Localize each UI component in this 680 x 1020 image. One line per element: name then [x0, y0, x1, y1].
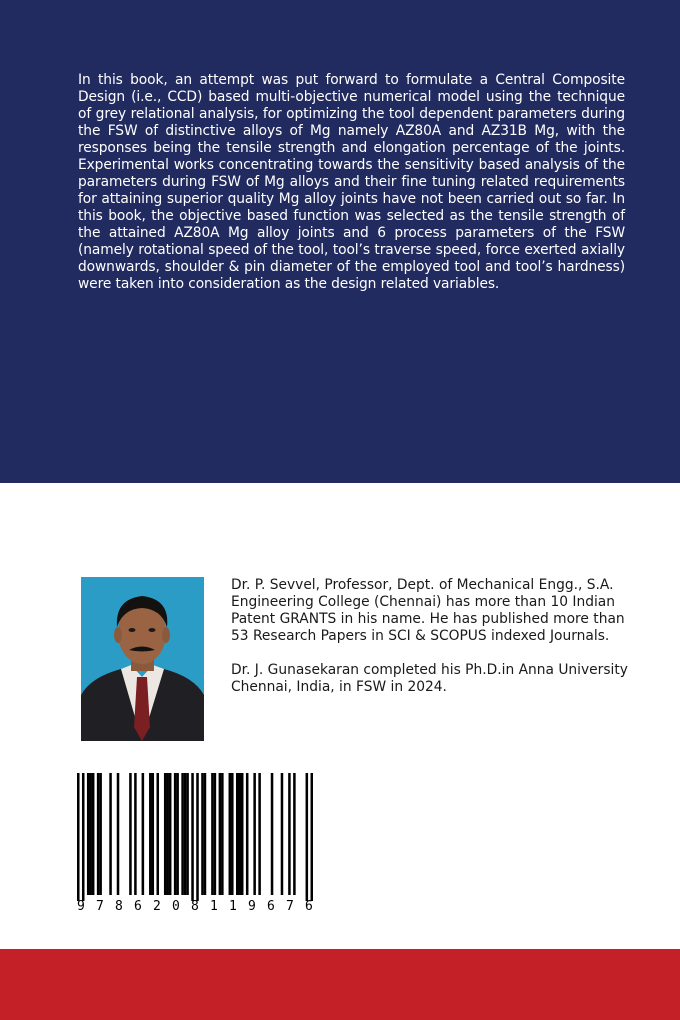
barcode-bar — [181, 773, 184, 895]
barcode-bar — [129, 773, 132, 895]
barcode-bar — [109, 773, 112, 895]
barcode-bar — [196, 773, 199, 901]
barcode-bar — [221, 773, 224, 895]
isbn-digit: 2 — [153, 899, 161, 914]
isbn-digit: 0 — [172, 899, 180, 914]
barcode-bar — [204, 773, 207, 895]
barcode-bar — [236, 773, 239, 895]
book-description: In this book, an attempt was put forward to formulate a Central Composite Design (i.e., CCD) based multi-objective numerical model using the technique of grey relational analysis, for optimizing the tool dependent parameters during the FSW of distinctive alloys of Mg namely AZ80A and AZ31B Mg, with the responses being the tensile strength and elongation percentage of the joints. Experimental works concentrating towards the sensitivity based analysis of the parameters during FSW of Mg alloys and their fine tuning related requirements for attaining superior quality Mg alloy joints have not been carried out so far. In this book, the objective based function was selected as the tensile strength of the attained AZ80A Mg alloy joints and 6 process parameters of the FSW (namely rotational speed of the tool, tool’s traverse speed, force exerted axially downwards, shoulder & pin diameter of the employed tool and tool’s hardness) were taken into consideration as the design related variables. — [78, 72, 625, 292]
isbn-digit: 6 — [267, 899, 275, 914]
barcode-bar — [142, 773, 145, 895]
barcode-bar — [231, 773, 234, 895]
barcode-bar — [238, 773, 241, 895]
barcode-bar — [214, 773, 217, 895]
barcode-bar — [211, 773, 214, 895]
barcode-bar — [186, 773, 189, 895]
barcode-bar — [191, 773, 194, 901]
barcode-bar — [293, 773, 296, 895]
isbn-digit: 1 — [210, 899, 218, 914]
author-bio-paragraph: Dr. P. Sevvel, Professor, Dept. of Mechanical Engg., S.A. Engineering College (Chennai) has more than 10 Indian Patent GRANTS in his name. He has published more than 53 Research Papers in SCI & SCOPUS indexed Journals. — [231, 577, 625, 644]
isbn-digit: 6 — [305, 899, 313, 914]
blurb-panel — [0, 0, 680, 483]
barcode-bar — [77, 773, 80, 901]
isbn-digit: 7 — [286, 899, 294, 914]
barcode-bar — [87, 773, 90, 895]
barcode-bar — [97, 773, 100, 895]
barcode-bar — [89, 773, 92, 895]
isbn-digit: 6 — [134, 899, 142, 914]
isbn-digit: 8 — [191, 899, 199, 914]
barcode-bar — [229, 773, 232, 895]
barcode-bar — [166, 773, 169, 895]
barcode-bar — [288, 773, 291, 895]
barcode-bar — [271, 773, 274, 895]
isbn-digit: 1 — [229, 899, 237, 914]
barcode-bar — [82, 773, 85, 901]
barcode-bar — [258, 773, 261, 895]
barcode-bar — [184, 773, 187, 895]
barcode-bar — [152, 773, 155, 895]
bottom-color-band — [0, 949, 680, 1020]
isbn-digit: 9 — [248, 899, 256, 914]
barcode-bar — [201, 773, 204, 895]
isbn-digit: 9 — [77, 899, 85, 914]
barcode-bar — [176, 773, 179, 895]
barcode-bar — [281, 773, 284, 895]
isbn-digit: 7 — [96, 899, 104, 914]
barcode-bar — [92, 773, 95, 895]
barcode-bar — [169, 773, 172, 895]
barcode-bar — [149, 773, 152, 895]
isbn-barcode — [77, 773, 313, 915]
author-bio-paragraph: Dr. J. Gunasekaran completed his Ph.D.in Anna University Chennai, India, in FSW in 2024. — [231, 662, 628, 695]
barcode-bars — [77, 773, 313, 901]
isbn-digit: 8 — [115, 899, 123, 914]
barcode-bar — [219, 773, 222, 895]
barcode-bar — [134, 773, 137, 895]
barcode-bar — [99, 773, 102, 895]
barcode-bar — [174, 773, 177, 895]
barcode-bar — [253, 773, 256, 895]
barcode-bar — [246, 773, 249, 895]
author-bio — [231, 577, 631, 713]
author-photo — [81, 577, 204, 741]
barcode-bar — [241, 773, 244, 895]
barcode-bar — [311, 773, 313, 901]
barcode-bar — [164, 773, 167, 895]
barcode-bar — [156, 773, 159, 895]
isbn-number — [77, 900, 313, 914]
barcode-bar — [306, 773, 309, 901]
barcode-bar — [117, 773, 120, 895]
